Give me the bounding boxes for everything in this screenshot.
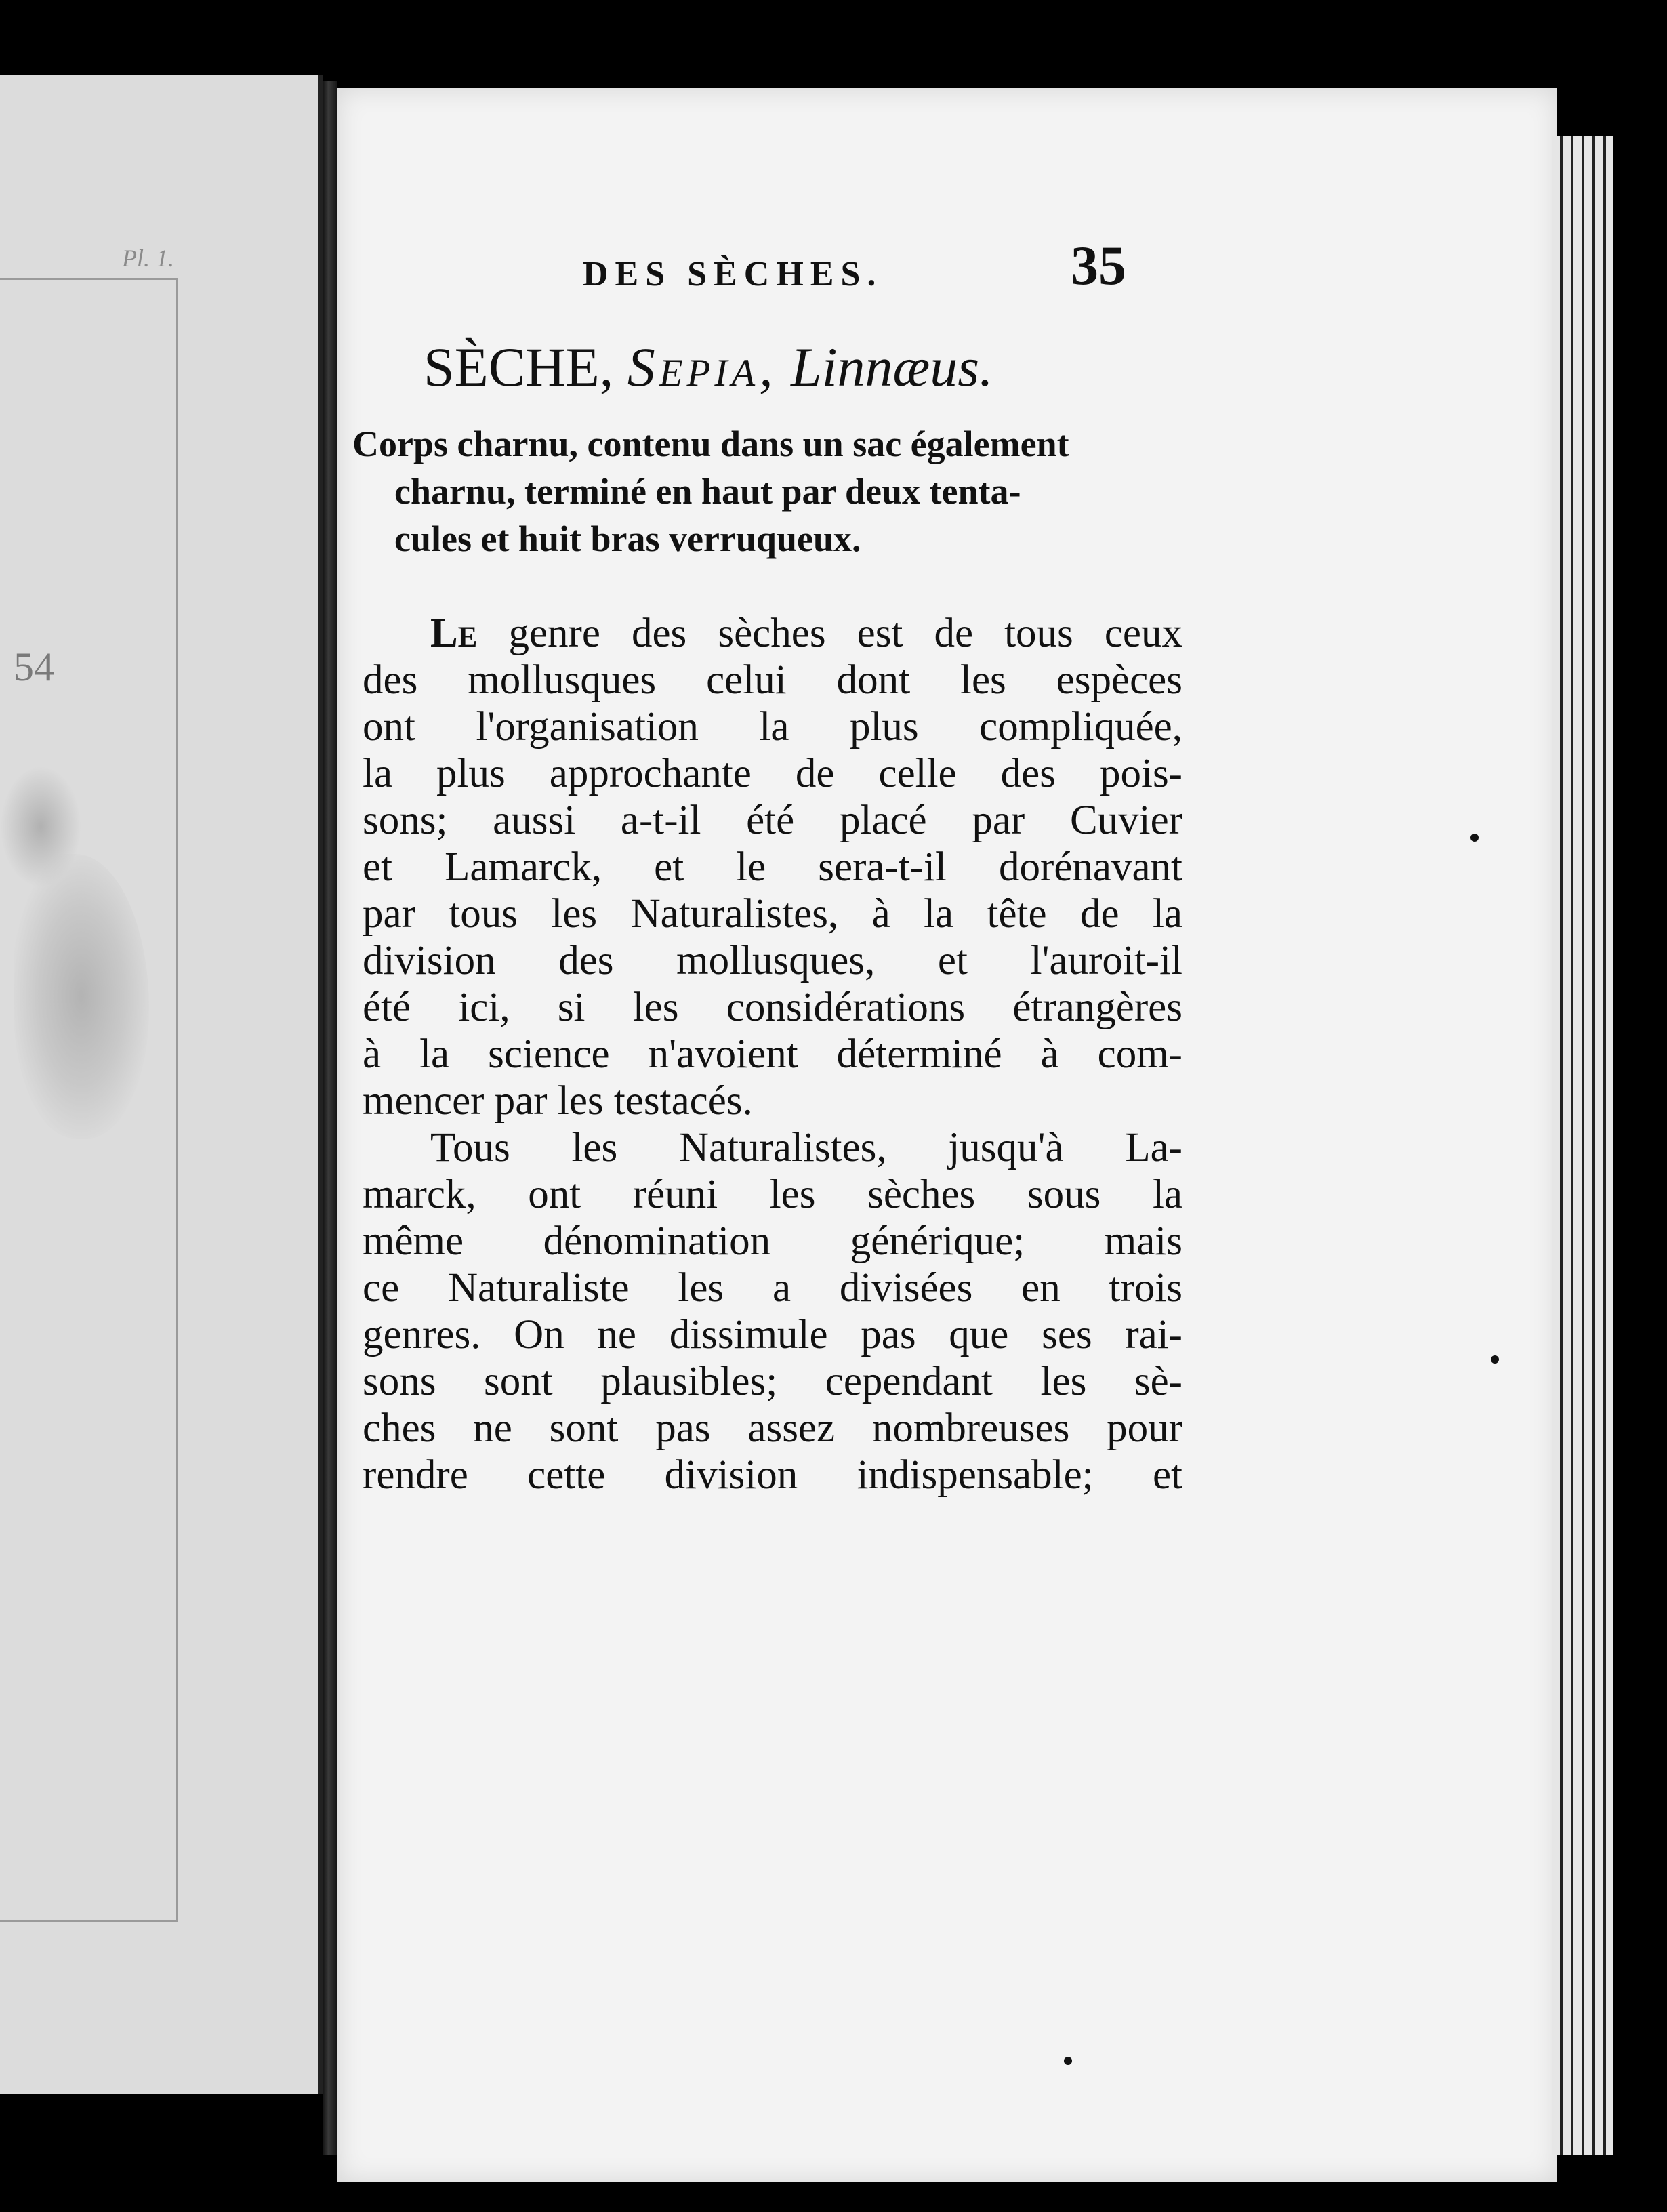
diagnosis-line: charnu, terminé en haut par deux tenta- — [394, 471, 1021, 512]
paragraph-line: ont l'organisation la plus compliquée, — [363, 704, 1182, 750]
first-line-rest: genre des sèches est de tous ceux — [477, 611, 1182, 656]
ink-speck — [1491, 1355, 1499, 1364]
paragraph-line: la plus approchante de celle des pois- — [363, 751, 1182, 796]
paragraph-line: et Lamarck, et le sera-t-il dorénavant — [363, 844, 1182, 890]
page-number: 35 — [1071, 234, 1126, 296]
ink-speck — [1470, 834, 1479, 842]
ink-speck — [1064, 2057, 1072, 2065]
facing-page — [0, 75, 323, 2094]
paragraph-line: été ici, si les considérations étrangères — [363, 985, 1182, 1030]
diagnosis-line: cules et huit bras verruqueux. — [394, 518, 861, 559]
paragraph-line: même dénomination générique; mais — [363, 1218, 1182, 1264]
paragraph-line: par tous les Naturalistes, à la tête de la — [363, 891, 1182, 937]
paragraph-1-first-line — [363, 610, 1182, 657]
running-head: DES SÈCHES. — [583, 255, 883, 293]
paragraph-line: marck, ont réuni les sèches sous la — [363, 1172, 1182, 1217]
paragraph-line: sons; aussi a-t-il été placé par Cuvier — [363, 798, 1182, 843]
first-word: Le — [430, 611, 478, 656]
paragraph-line: rendre cette division indispensable; et — [363, 1452, 1182, 1498]
paragraph-line: mencer par les testacés. — [363, 1078, 753, 1124]
paragraph-line: division des mollusques, et l'auroit-il — [363, 938, 1182, 983]
genus-name: SÈCHE, — [424, 336, 614, 398]
paragraph-line: ches ne sont pas assez nombreuses pour — [363, 1406, 1182, 1451]
paragraph-line: à la science n'avoient déterminé à com- — [363, 1031, 1182, 1077]
paragraph-line: des mollusques celui dont les espèces — [363, 657, 1182, 703]
plate-number: 54 — [14, 644, 54, 689]
paragraph-line: ce Naturaliste les a divisées en trois — [363, 1265, 1182, 1311]
paragraph-line: genres. On ne dissimule pas que ses rai- — [363, 1312, 1182, 1357]
body-text — [363, 610, 1182, 1498]
genus-title — [424, 335, 993, 399]
genus-latin: Sepia, — [627, 336, 777, 398]
book-spine — [323, 81, 337, 2155]
paragraph-line: sons sont plausibles; cependant les sè- — [363, 1359, 1182, 1404]
genus-diagnosis — [352, 420, 1145, 562]
page-edges — [1552, 136, 1613, 2155]
paragraph-line: Tous les Naturalistes, jusqu'à La- — [430, 1125, 1182, 1170]
diagnosis-line: Corps charnu, contenu dans un sac également — [352, 424, 1069, 464]
plate-label: Pl. 1. — [122, 245, 174, 272]
genus-author: Linnæus. — [791, 336, 993, 398]
